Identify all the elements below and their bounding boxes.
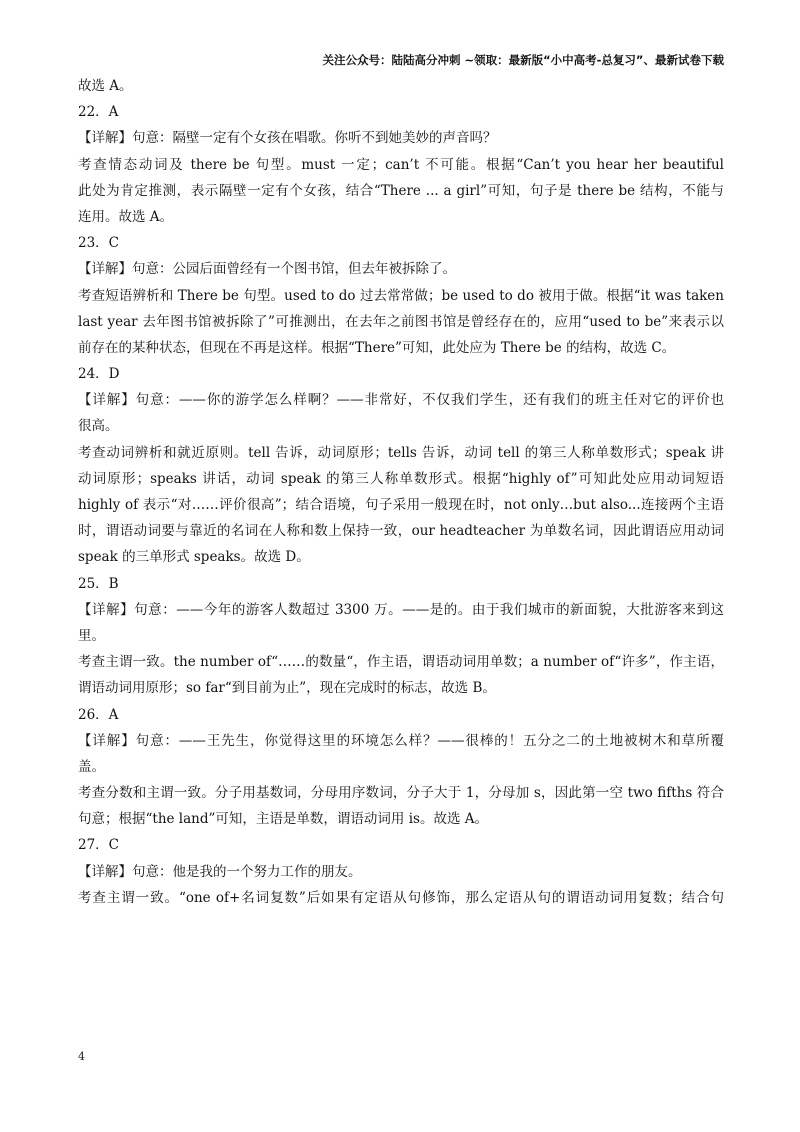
text-line: 【详解】句意：——今年的游客人数超过 3300 万。——是的。由于我们城市的新面貌，大批游客来到这 <box>78 601 724 618</box>
text-line: 26．A <box>78 706 119 723</box>
text-line: 24．D <box>78 366 120 383</box>
text-line: 23．C <box>78 235 120 252</box>
text-line: 考查动词辨析和就近原则。tell 告诉，动词原形；tells 告诉，动词 tell 的第三人称单数形式；speak 讲 <box>78 444 724 461</box>
text-line: 时，谓语动词要与靠近的名词在人称和数上保持一致，our headteacher 为单数名词，因此谓语应用动词 <box>78 523 724 540</box>
text-line: 里。 <box>78 627 105 644</box>
text-line: 【详解】句意：他是我的一个努力工作的朋友。 <box>78 863 362 880</box>
text-line: 考查主谓一致。the number of“……的数量“，作主语，谓语动词用单数；a number of“许多”，作主语， <box>78 654 724 671</box>
text-line: 前存在的某种状态，但现在不再是这样。根据“There”可知，此处应为 There be 的结构，故选 C。 <box>78 339 676 356</box>
text-line: 盖。 <box>78 758 105 775</box>
text-line: 动词原形；speaks 讲话，动词 speak 的第三人称单数形式。根据“highly of”可知此处应用动词短语 <box>78 470 724 487</box>
text-line: 25．B <box>78 575 119 592</box>
text-line: 【详解】句意：隔壁一定有个女孩在唱歌。你听不到她美妙的声音吗？ <box>78 130 497 147</box>
text-line: 句意；根据“the land”可知，主语是单数，谓语动词用 is。故选 A。 <box>78 811 488 828</box>
text-line: 故选 A。 <box>78 78 133 94</box>
text-line: highly of 表示“对……评价很高”；结合语境，句子采用一般现在时，not only…but also...连接两个主语 <box>78 497 724 513</box>
text-line: 连用。故选 A。 <box>78 208 174 225</box>
page-header: 关注公众号：陆陆高分冲刺 ~领取：最新版“小中高考-总复习”、最新试卷下载 <box>322 53 724 67</box>
text-line: 考查情态动词及 there be 句型。must 一定；can’t 不可能。根据“Can’t you hear her beautiful <box>78 156 724 173</box>
text-line: 此处为肯定推测，表示隔壁一定有个女孩，结合“There ... a girl”可知，句子是 there be 结构，不能与 <box>78 182 724 199</box>
text-line: 谓语动词用原形；so far“到目前为止”，现在完成时的标志，故选 B。 <box>78 680 496 697</box>
text-line: 很高。 <box>78 418 119 435</box>
text-line: 考查分数和主谓一致。分子用基数词，分母用序数词，分子大于 1，分母加 s，因此第一空 two fifths 符合 <box>78 785 724 802</box>
text-line: 【详解】句意：公园后面曾经有一个图书馆，但去年被拆除了。 <box>78 261 456 278</box>
text-line: speak 的三单形式 speaks。故选 D。 <box>78 549 310 566</box>
page-number: 4 <box>78 1050 85 1063</box>
text-line: 【详解】句意：——你的游学怎么样啊？——非常好，不仅我们学生，还有我们的班主任对它的评价也 <box>78 392 724 409</box>
text-line: 22．A <box>78 104 119 121</box>
text-line: 考查短语辨析和 There be 句型。used to do 过去常常做；be used to do 被用于做。根据“it was taken <box>78 287 724 304</box>
text-line: 考查主谓一致。“one of+名词复数”后如果有定语从句修饰，那么定语从句的谓语动词用复数；结合句 <box>78 889 724 906</box>
text-line: 27．C <box>78 837 120 854</box>
document-body <box>78 78 724 916</box>
text-line: last year 去年图书馆被拆除了”可推测出，在去年之前图书馆是曾经存在的，应用“used to be”来表示以 <box>78 313 724 330</box>
text-line: 【详解】句意：——王先生，你觉得这里的环境怎么样？——很棒的！五分之二的土地被树木和草所覆 <box>78 732 724 749</box>
